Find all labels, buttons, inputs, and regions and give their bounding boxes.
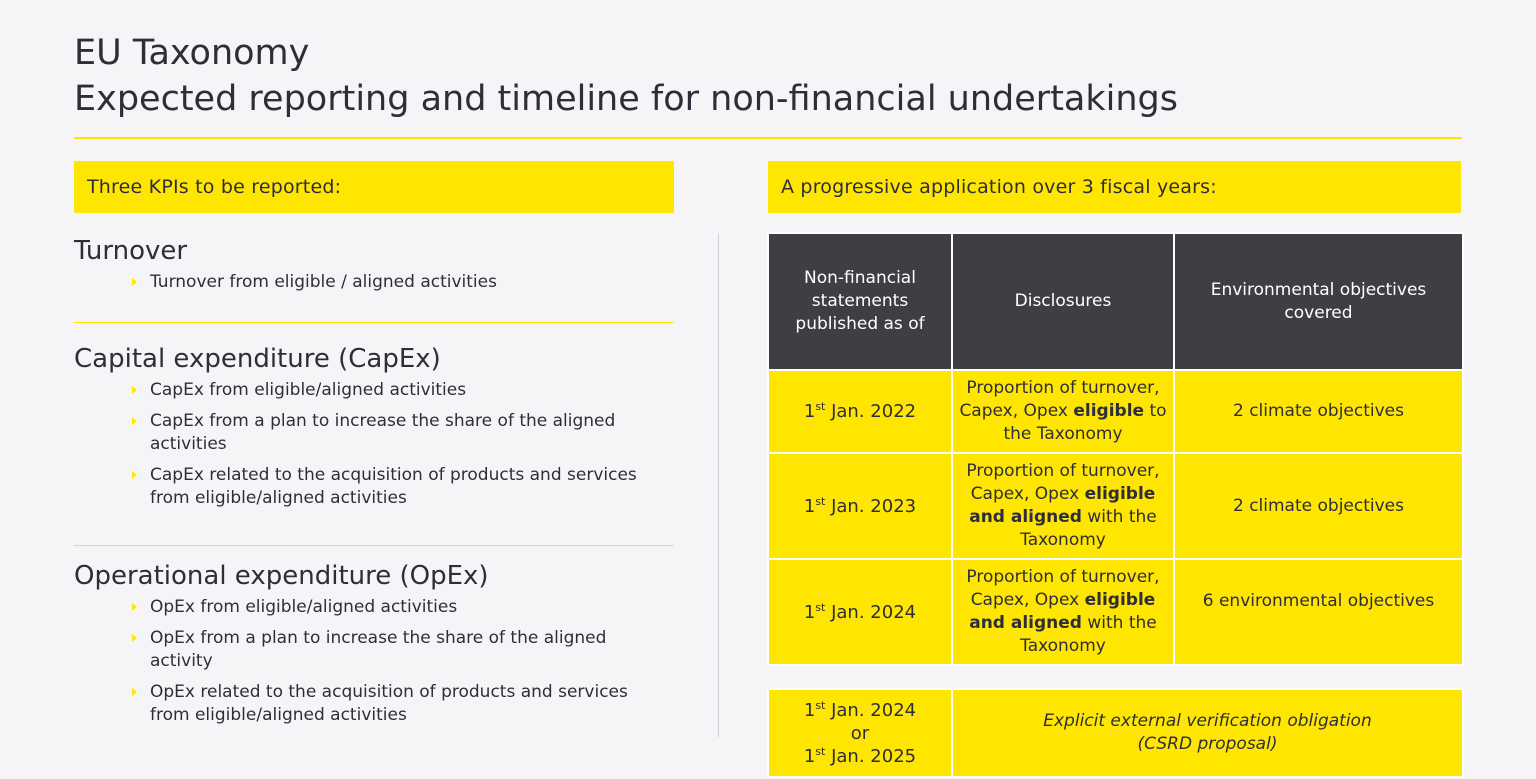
title-line-1: EU Taxonomy — [74, 33, 310, 73]
bullet-arrow-icon — [132, 278, 137, 286]
row-objectives: 2 climate objectives — [1174, 370, 1463, 453]
kpi-list — [74, 271, 674, 294]
kpi-turnover — [74, 234, 674, 302]
kpi-capex — [74, 342, 674, 518]
header-objectives: Environmental objectives covered — [1174, 233, 1463, 370]
table-row — [768, 689, 1463, 777]
row-disclosure: Proportion of turnover, Capex, Opex eligible and aligned with the Taxonomy — [952, 559, 1174, 665]
kpi-title: Capital expenditure (CapEx) — [74, 344, 441, 374]
bullet-arrow-icon — [132, 417, 137, 425]
kpi-title: Operational expenditure (OpEx) — [74, 561, 489, 591]
row-date: 1st Jan. 2022 — [768, 370, 952, 453]
verification-dates: 1st Jan. 2024 or 1st Jan. 2025 — [768, 689, 952, 777]
list-item: CapEx from eligible/aligned activities — [150, 379, 674, 402]
kpi-title: Turnover — [74, 236, 188, 266]
bullet-arrow-icon — [132, 688, 137, 696]
kpi-divider — [74, 322, 674, 323]
bullet-arrow-icon — [132, 603, 137, 611]
kpi-header-text: Three KPIs to be reported: — [87, 176, 342, 198]
timeline-header-band — [768, 161, 1461, 213]
list-item: CapEx from a plan to increase the share of the aligned activities — [150, 410, 674, 456]
table-row — [768, 559, 1463, 665]
verification-text: Explicit external verification obligation (CSRD proposal) — [952, 689, 1463, 777]
row-disclosure: Proportion of turnover, Capex, Opex eligible to the Taxonomy — [952, 370, 1174, 453]
verification-table — [767, 688, 1464, 778]
title-divider — [74, 137, 1462, 139]
list-item: OpEx related to the acquisition of products and services from eligible/aligned activities — [150, 681, 674, 727]
list-item: OpEx from a plan to increase the share of the aligned activity — [150, 627, 674, 673]
table-row — [768, 370, 1463, 453]
kpi-list — [74, 379, 674, 510]
list-item: CapEx related to the acquisition of products and services from eligible/aligned activities — [150, 464, 674, 510]
bullet-arrow-icon — [132, 386, 137, 394]
kpi-opex — [74, 559, 674, 735]
row-date: 1st Jan. 2024 — [768, 559, 952, 665]
bullet-arrow-icon — [132, 471, 137, 479]
row-objectives: 2 climate objectives — [1174, 453, 1463, 559]
list-item: OpEx from eligible/aligned activities — [150, 596, 674, 619]
header-publication-date: Non-financial statements published as of — [768, 233, 952, 370]
row-objectives: 6 environmental objectives — [1174, 559, 1463, 665]
timeline-header-text: A progressive application over 3 fiscal years: — [781, 176, 1217, 198]
bullet-arrow-icon — [132, 634, 137, 642]
kpi-list — [74, 596, 674, 727]
page-title — [74, 30, 1178, 122]
timeline-table — [767, 232, 1464, 666]
kpi-divider — [74, 545, 674, 546]
row-date: 1st Jan. 2023 — [768, 453, 952, 559]
row-disclosure: Proportion of turnover, Capex, Opex eligible and aligned with the Taxonomy — [952, 453, 1174, 559]
kpi-header-band — [74, 161, 674, 213]
title-line-2: Expected reporting and timeline for non-financial undertakings — [74, 79, 1178, 119]
list-item: Turnover from eligible / aligned activities — [150, 271, 674, 294]
table-row — [768, 453, 1463, 559]
table-header-row — [768, 233, 1463, 370]
header-disclosures: Disclosures — [952, 233, 1174, 370]
column-separator — [718, 233, 719, 737]
